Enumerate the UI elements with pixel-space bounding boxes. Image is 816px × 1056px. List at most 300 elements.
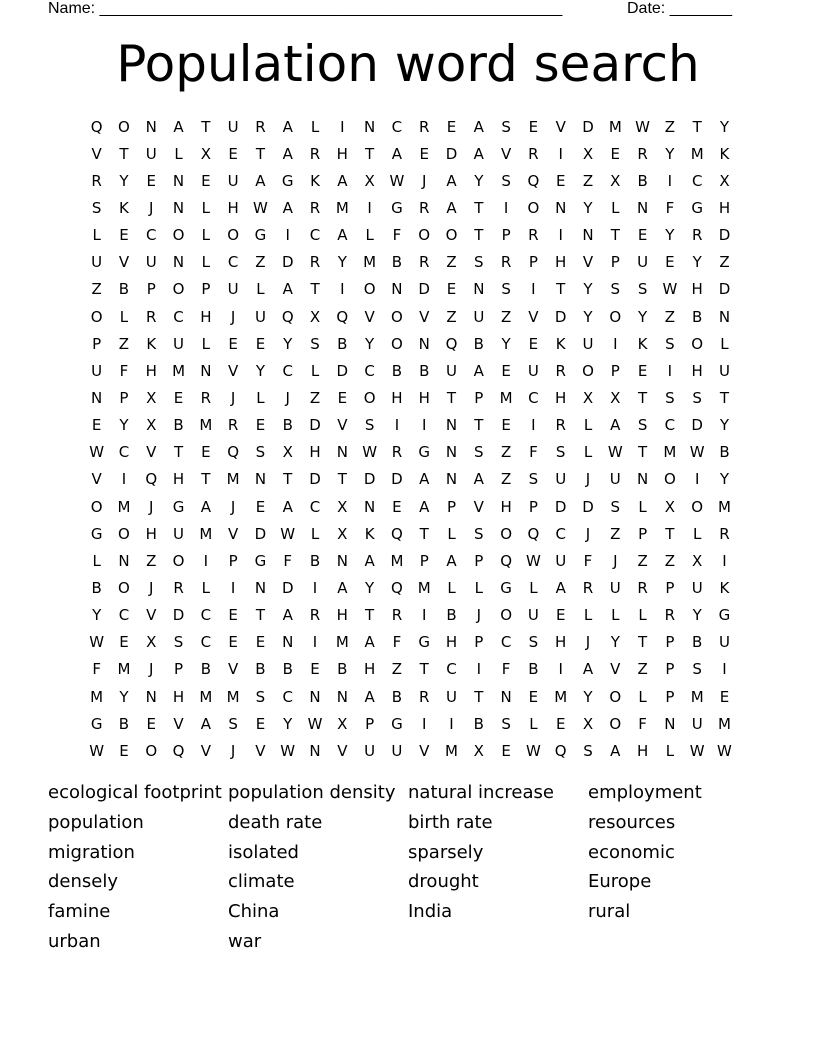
grid-letter: Z [664, 551, 676, 570]
grid-letter: N [200, 361, 212, 380]
grid-letter: P [92, 334, 102, 353]
grid-letter: G [418, 443, 431, 462]
grid-letter: N [500, 687, 512, 706]
grid-letter: N [282, 633, 294, 652]
grid-letter: L [720, 334, 729, 353]
grid-letter: E [610, 144, 621, 163]
grid-letter: E [555, 171, 566, 190]
grid-letter: I [667, 361, 673, 380]
grid-letter: W [525, 551, 541, 570]
grid-letter: G [391, 714, 403, 733]
grid-letter: L [201, 253, 211, 272]
grid-letter: A [337, 171, 348, 190]
grid-letter: P [665, 633, 675, 652]
grid-letter: Q [172, 741, 185, 760]
grid-letter: H [445, 633, 458, 652]
grid-letter: C [282, 687, 293, 706]
grid-letter: N [418, 334, 430, 353]
grid-letter: T [474, 687, 484, 706]
grid-letter: W [280, 741, 296, 760]
grid-letter: N [636, 198, 649, 217]
grid-letter: D [254, 524, 267, 543]
grid-letter: L [201, 578, 211, 597]
grid-letter: E [119, 633, 129, 652]
grid-letter: Y [119, 687, 129, 706]
grid-letter: A [446, 171, 457, 190]
grid-letter: M [663, 443, 677, 462]
grid-letter: A [610, 416, 621, 435]
grid-letter: L [310, 524, 320, 543]
grid-letter: X [473, 741, 484, 760]
grid-row [83, 710, 738, 737]
grid-letter: V [419, 307, 430, 326]
grid-letter: V [255, 741, 266, 760]
grid-letter: R [418, 198, 430, 217]
grid-letter: N [582, 226, 594, 245]
grid-letter: R [418, 117, 430, 136]
grid-letter: V [146, 443, 157, 462]
grid-letter: C [309, 497, 321, 516]
grid-letter: A [582, 660, 594, 679]
word-list [48, 778, 768, 957]
grid-letter: X [664, 497, 676, 516]
grid-letter: I [230, 578, 236, 597]
grid-letter: V [200, 741, 211, 760]
grid-letter: O [145, 741, 158, 760]
grid-letter: C [227, 253, 239, 272]
grid-letter: H [718, 198, 731, 217]
grid-letter: S [91, 198, 102, 217]
grid-letter: D [691, 416, 703, 435]
grid-letter: V [91, 470, 102, 489]
grid-letter: C [118, 443, 130, 462]
grid-letter: I [503, 198, 509, 217]
grid-letter: C [364, 361, 375, 380]
grid-letter: C [200, 606, 212, 625]
page-title: Population word search [116, 35, 700, 93]
word-list-item: population [48, 811, 144, 833]
grid-letter: I [667, 171, 673, 190]
grid-letter: U [173, 524, 185, 543]
grid-letter: Z [637, 551, 648, 570]
grid-letter: H [145, 524, 157, 543]
grid-letter: N [254, 470, 267, 489]
grid-letter: I [203, 551, 209, 570]
word-list-item: isolated [228, 841, 299, 863]
name-field [48, 0, 562, 18]
grid-letter: U [637, 253, 649, 272]
grid-letter: H [636, 741, 649, 760]
date-field [627, 0, 732, 18]
grid-letter: V [364, 307, 375, 326]
grid-letter: K [637, 334, 648, 353]
grid-letter: L [119, 307, 129, 326]
grid-letter: L [583, 416, 593, 435]
grid-letter: R [691, 226, 703, 245]
grid-letter: O [227, 226, 240, 245]
grid-letter: T [173, 443, 184, 462]
grid-letter: J [585, 524, 591, 543]
grid-letter: A [391, 144, 403, 163]
grid-letter: N [336, 551, 348, 570]
grid-letter: E [255, 497, 266, 516]
grid-letter: M [90, 687, 104, 706]
grid-letter: L [447, 524, 456, 543]
grid-letter: S [583, 741, 593, 760]
grid-letter: L [201, 334, 211, 353]
grid-letter: O [172, 280, 185, 299]
grid-letter: U [145, 144, 157, 163]
grid-letter: F [583, 551, 593, 570]
word-list-item: birth rate [408, 811, 493, 833]
grid-letter: C [664, 416, 676, 435]
grid-letter: S [665, 334, 675, 353]
grid-letter: H [500, 497, 512, 516]
grid-letter: J [585, 470, 591, 489]
grid-letter: O [527, 198, 540, 217]
grid-letter: M [335, 198, 349, 217]
grid-letter: Y [719, 117, 730, 136]
grid-letter: D [336, 361, 349, 380]
grid-letter: D [445, 144, 458, 163]
grid-letter: U [227, 280, 239, 299]
grid-letter: Q [90, 117, 103, 136]
grid-row [83, 737, 738, 764]
grid-letter: I [531, 280, 536, 299]
grid-letter: B [446, 606, 457, 625]
grid-letter: B [118, 714, 130, 733]
grid-letter: N [172, 253, 185, 272]
grid-letter: A [473, 361, 484, 380]
grid-letter: E [555, 714, 566, 733]
grid-letter: O [363, 388, 376, 407]
grid-letter: G [281, 171, 294, 190]
grid-letter: U [691, 714, 703, 733]
grid-letter: A [282, 144, 293, 163]
grid-letter: X [692, 551, 703, 570]
grid-letter: L [583, 606, 593, 625]
grid-letter: R [173, 578, 184, 597]
grid-letter: P [638, 524, 648, 543]
grid-letter: B [200, 660, 211, 679]
grid-letter: S [528, 470, 539, 489]
grid-letter: H [227, 198, 239, 217]
grid-letter: U [446, 361, 457, 380]
grid-letter: I [694, 470, 700, 489]
grid-letter: X [282, 443, 293, 462]
grid-letter: B [692, 633, 703, 652]
grid-letter: M [226, 687, 240, 706]
grid-letter: O [118, 117, 130, 136]
grid-row [83, 466, 738, 493]
grid-letter: P [146, 280, 156, 299]
grid-letter: T [692, 117, 702, 136]
grid-letter: H [418, 388, 430, 407]
grid-letter: X [309, 307, 321, 326]
grid-letter: I [312, 633, 318, 652]
grid-letter: W [389, 171, 405, 190]
grid-letter: R [500, 253, 512, 272]
grid-letter: S [173, 633, 184, 652]
grid-letter: L [92, 551, 101, 570]
word-list-item: famine [48, 901, 111, 923]
grid-letter: E [228, 144, 238, 163]
grid-letter: U [173, 334, 185, 353]
grid-letter: Q [281, 307, 294, 326]
word-list-item: climate [228, 871, 295, 893]
grid-letter: A [337, 578, 348, 597]
grid-letter: S [665, 388, 675, 407]
grid-letter: Y [583, 307, 593, 326]
grid-letter: Y [501, 334, 511, 353]
grid-letter: U [582, 334, 594, 353]
grid-letter: R [309, 606, 321, 625]
grid-letter: U [254, 307, 266, 326]
grid-letter: B [419, 361, 430, 380]
grid-letter: H [391, 388, 403, 407]
grid-letter: A [282, 280, 293, 299]
grid-letter: B [255, 660, 266, 679]
grid-letter: O [118, 524, 130, 543]
grid-letter: R [582, 578, 594, 597]
grid-letter: M [226, 470, 240, 489]
grid-letter: E [528, 687, 539, 706]
grid-letter: T [419, 660, 429, 679]
grid-letter: I [476, 660, 482, 679]
grid-letter: E [228, 606, 238, 625]
grid-letter: B [637, 171, 648, 190]
grid-letter: N [145, 117, 157, 136]
grid-letter: N [309, 741, 321, 760]
grid-letter: Y [255, 361, 266, 380]
grid-row [83, 439, 738, 466]
grid-letter: Z [582, 171, 594, 190]
grid-letter: X [337, 524, 348, 543]
grid-letter: P [665, 660, 675, 679]
grid-letter: L [665, 741, 675, 760]
grid-letter: N [473, 280, 485, 299]
grid-letter: A [282, 117, 293, 136]
grid-letter: N [91, 388, 103, 407]
grid-letter: F [392, 633, 402, 652]
grid-letter: B [391, 687, 403, 706]
grid-letter: S [364, 416, 375, 435]
grid-letter: S [474, 253, 484, 272]
grid-letter: E [501, 741, 511, 760]
grid-letter: C [282, 361, 293, 380]
grid-letter: B [692, 307, 703, 326]
grid-letter: E [392, 497, 402, 516]
grid-letter: P [365, 714, 375, 733]
grid-letter: T [610, 226, 620, 245]
grid-letter: U [555, 470, 567, 489]
grid-letter: J [149, 660, 154, 679]
grid-letter: N [718, 307, 731, 326]
grid-row [83, 629, 738, 656]
grid-letter: B [173, 416, 184, 435]
grid-letter: F [529, 443, 538, 462]
grid-letter: P [501, 226, 511, 245]
grid-letter: S [528, 633, 539, 652]
grid-letter: L [693, 524, 702, 543]
grid-letter: I [449, 714, 454, 733]
grid-letter: P [201, 280, 211, 299]
grid-letter: W [689, 741, 705, 760]
grid-letter: J [149, 497, 154, 516]
word-list-item: population density [228, 782, 396, 803]
grid-letter: R [637, 578, 648, 597]
grid-letter: Y [665, 226, 675, 245]
word-list-item: Europe [588, 871, 652, 893]
grid-letter: J [230, 388, 236, 407]
grid-letter: O [118, 578, 130, 597]
grid-letter: P [610, 253, 620, 272]
grid-row [83, 303, 738, 330]
grid-letter: T [446, 388, 457, 407]
grid-row [83, 602, 738, 629]
grid-letter: M [363, 253, 377, 272]
grid-letter: A [200, 714, 211, 733]
grid-letter: N [445, 416, 458, 435]
grid-letter: Y [474, 171, 484, 190]
grid-letter: P [528, 497, 538, 516]
grid-letter: Y [610, 633, 620, 652]
grid-letter: E [419, 144, 429, 163]
grid-letter: W [280, 524, 296, 543]
grid-letter: A [446, 198, 457, 217]
grid-letter: P [228, 551, 238, 570]
grid-letter: V [473, 497, 484, 516]
grid-letter: I [340, 117, 345, 136]
grid-letter: L [201, 226, 211, 245]
grid-letter: F [119, 361, 129, 380]
grid-letter: K [364, 524, 375, 543]
grid-letter: X [582, 714, 594, 733]
grid-letter: P [474, 551, 484, 570]
grid-letter: N [336, 687, 348, 706]
grid-letter: E [255, 633, 266, 652]
word-list-item: economic [588, 841, 675, 863]
grid-letter: N [172, 198, 185, 217]
grid-letter: N [445, 470, 458, 489]
grid-letter: I [285, 226, 290, 245]
grid-letter: Y [92, 606, 102, 625]
grid-letter: I [421, 416, 427, 435]
grid-letter: X [146, 633, 157, 652]
grid-letter: Y [337, 253, 347, 272]
grid-letter: C [309, 226, 321, 245]
grid-letter: W [717, 741, 732, 760]
grid-letter: D [363, 470, 376, 489]
grid-letter: J [230, 307, 236, 326]
grid-row [83, 194, 738, 221]
grid-row [83, 412, 738, 439]
grid-letter: E [337, 388, 348, 407]
grid-letter: Z [118, 334, 130, 353]
grid-letter: N [555, 198, 567, 217]
grid-letter: B [282, 660, 293, 679]
grid-letter: A [473, 117, 484, 136]
grid-letter: X [337, 497, 348, 516]
grid-letter: X [146, 416, 157, 435]
grid-letter: T [365, 606, 375, 625]
grid-letter: D [718, 226, 731, 245]
grid-letter: M [335, 633, 349, 652]
grid-letter: H [336, 144, 348, 163]
grid-letter: K [119, 198, 129, 217]
grid-letter: N [364, 117, 376, 136]
grid-letter: T [255, 606, 266, 625]
word-list-item: resources [588, 811, 676, 833]
grid-letter: E [201, 443, 211, 462]
grid-letter: B [719, 443, 730, 462]
grid-letter: X [610, 171, 621, 190]
grid-letter: O [663, 470, 676, 489]
grid-letter: J [613, 551, 618, 570]
grid-letter: N [309, 687, 321, 706]
grid-letter: J [149, 578, 154, 597]
grid-letter: A [173, 117, 184, 136]
grid-letter: A [446, 551, 457, 570]
grid-letter: U [391, 741, 403, 760]
grid-letter: I [558, 660, 563, 679]
grid-letter: U [91, 361, 103, 380]
grid-letter: D [554, 497, 567, 516]
grid-letter: S [310, 334, 320, 353]
grid-row [83, 249, 738, 276]
grid-letter: C [691, 171, 703, 190]
grid-letter: R [146, 307, 157, 326]
grid-letter: I [421, 606, 427, 625]
grid-letter: R [309, 144, 321, 163]
grid-letter: F [392, 226, 402, 245]
grid-letter: M [199, 416, 213, 435]
grid-letter: Y [365, 334, 375, 353]
grid-letter: Y [665, 144, 675, 163]
grid-letter: E [501, 361, 511, 380]
grid-letter: R [391, 606, 403, 625]
grid-letter: H [172, 470, 185, 489]
grid-letter: B [282, 416, 293, 435]
grid-letter: L [92, 226, 101, 245]
grid-letter: L [256, 388, 265, 407]
grid-letter: I [722, 660, 727, 679]
grid-letter: X [200, 144, 211, 163]
grid-letter: E [255, 334, 266, 353]
grid-letter: N [636, 470, 649, 489]
grid-letter: W [89, 633, 105, 652]
grid-row [83, 547, 738, 574]
grid-letter: V [419, 741, 430, 760]
grid-letter: T [638, 388, 648, 407]
grid-letter: R [200, 388, 212, 407]
grid-letter: E [255, 416, 266, 435]
grid-letter: R [719, 524, 730, 543]
grid-letter: L [310, 361, 320, 380]
grid-letter: V [500, 144, 512, 163]
word-list-item: China [228, 901, 280, 923]
grid-letter: S [637, 280, 648, 299]
grid-letter: T [283, 470, 293, 489]
grid-letter: Z [391, 660, 403, 679]
grid-letter: G [500, 578, 512, 597]
grid-row [83, 167, 738, 194]
grid-letter: X [719, 171, 730, 190]
grid-letter: S [501, 714, 511, 733]
grid-letter: W [635, 117, 650, 136]
grid-letter: N [664, 714, 676, 733]
grid-letter: A [200, 497, 211, 516]
